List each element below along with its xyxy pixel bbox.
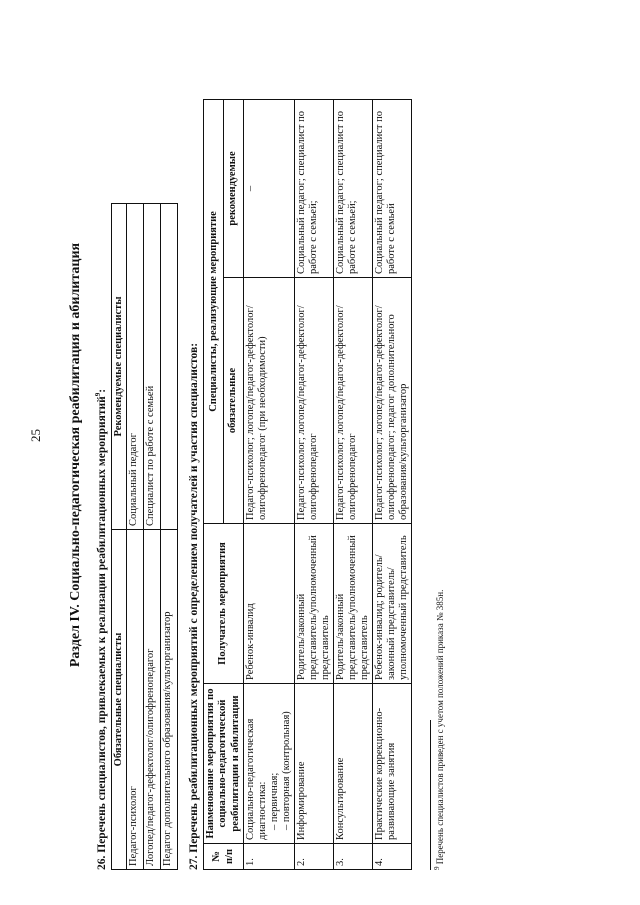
activity-name: Консультирование xyxy=(334,684,373,844)
table-cell: Специалист по работе с семьей xyxy=(144,204,161,530)
recommended-specialists: – xyxy=(243,100,294,278)
heading-26 xyxy=(94,40,109,870)
specialists-header-row xyxy=(112,204,127,870)
specialists-table xyxy=(111,203,178,870)
table-cell xyxy=(161,204,178,530)
header-recommended: рекомендуемые xyxy=(224,100,244,278)
recommended-specialists: Социальный педагог; специалист по работе с семьей; xyxy=(294,100,333,278)
required-specialists: Педагог-психолог; логопед/педагог-дефектолог/олигофренопедагог xyxy=(294,278,333,524)
recipient: Родитель/законный представитель/уполномоченный представитель xyxy=(294,524,333,684)
recommended-specialists: Социальный педагог; специалист по работе с семьей xyxy=(373,100,412,278)
activity-subitem: – повторная (контрольная) xyxy=(280,711,292,830)
heading-26-colon: : xyxy=(95,388,108,393)
required-specialists: Педагог-психолог; логопед/педагог-дефектолог/олигофренопедагог; педагог дополнительного образования/культорганизатор xyxy=(373,278,412,524)
footnote-divider xyxy=(430,720,431,870)
table-row xyxy=(161,204,178,870)
recipient: Родитель/законный представитель/уполномоченный представитель xyxy=(334,524,373,684)
header-number: № п/п xyxy=(204,844,243,870)
header-activity-name: Наименование мероприятия по социально-педагогической реабилитации и абилитации xyxy=(204,684,243,844)
header-recipient: Получатель мероприятия xyxy=(204,524,243,684)
row-number: 3. xyxy=(334,844,373,870)
required-specialists: Педагог-психолог; логопед/педагог-дефектолог/олигофренопедагог (при необходимости) xyxy=(243,278,294,524)
header-required: обязательные xyxy=(224,278,244,524)
recipient: Ребенок-инвалид; родитель/законный представитель/уполномоченный представитель xyxy=(373,524,412,684)
activities-header-row xyxy=(204,100,224,870)
footnote-text: Перечень специалистов приведен с учетом положений приказа № 385н. xyxy=(435,589,446,865)
table-row xyxy=(373,100,412,870)
activities-table xyxy=(203,99,412,870)
table-row xyxy=(334,100,373,870)
section-title: Раздел IV. Социально-педагогическая реабилитация и абилитация xyxy=(68,242,83,668)
recommended-specialists: Социальный педагог; специалист по работе с семьей; xyxy=(334,100,373,278)
activity-title: Социально-педагогическая диагностика: xyxy=(244,718,268,840)
table-row xyxy=(127,204,144,870)
row-number: 2. xyxy=(294,844,333,870)
recipient: Ребенок-инвалид xyxy=(243,524,294,684)
table-row xyxy=(243,100,294,870)
table-row xyxy=(144,204,161,870)
heading-27: 27. Перечень реабилитационных мероприятий с определением получателей и участия специалистов: xyxy=(188,342,201,870)
page-number: 25 xyxy=(28,429,43,442)
table-cell: Социальный педагог xyxy=(127,204,144,530)
footnote xyxy=(433,40,445,870)
activity-name: Информирование xyxy=(294,684,333,844)
header-specialists: Специалисты, реализующие мероприятие xyxy=(204,100,224,524)
row-number: 1. xyxy=(243,844,294,870)
row-number: 4. xyxy=(373,844,412,870)
footnote-mark: 9 xyxy=(433,866,442,870)
activity-name: Практические коррекционно-развивающие занятия xyxy=(373,684,412,844)
activity-name xyxy=(243,684,294,844)
page-content xyxy=(68,40,608,870)
heading-26-footnote-ref: 9 xyxy=(94,392,103,397)
header-required-specialists: Обязательные специалисты xyxy=(112,530,127,870)
header-recommended-specialists: Рекомендуемые специалисты xyxy=(112,204,127,530)
table-cell: Педагог дополнительного образования/культорганизатор xyxy=(161,530,178,870)
required-specialists: Педагог-психолог; логопед/педагог-дефектолог/олигофренопедагог xyxy=(334,278,373,524)
table-cell: Логопед/педагог-дефектолог/олигофренопедагог xyxy=(144,530,161,870)
heading-26-text: 26. Перечень специалистов, привлекаемых к реализации реабилитационных мероприятий xyxy=(95,396,108,870)
table-row xyxy=(294,100,333,870)
table-cell: Педагог-психолог xyxy=(127,530,144,870)
activity-subitem: – первичная; xyxy=(268,772,280,830)
